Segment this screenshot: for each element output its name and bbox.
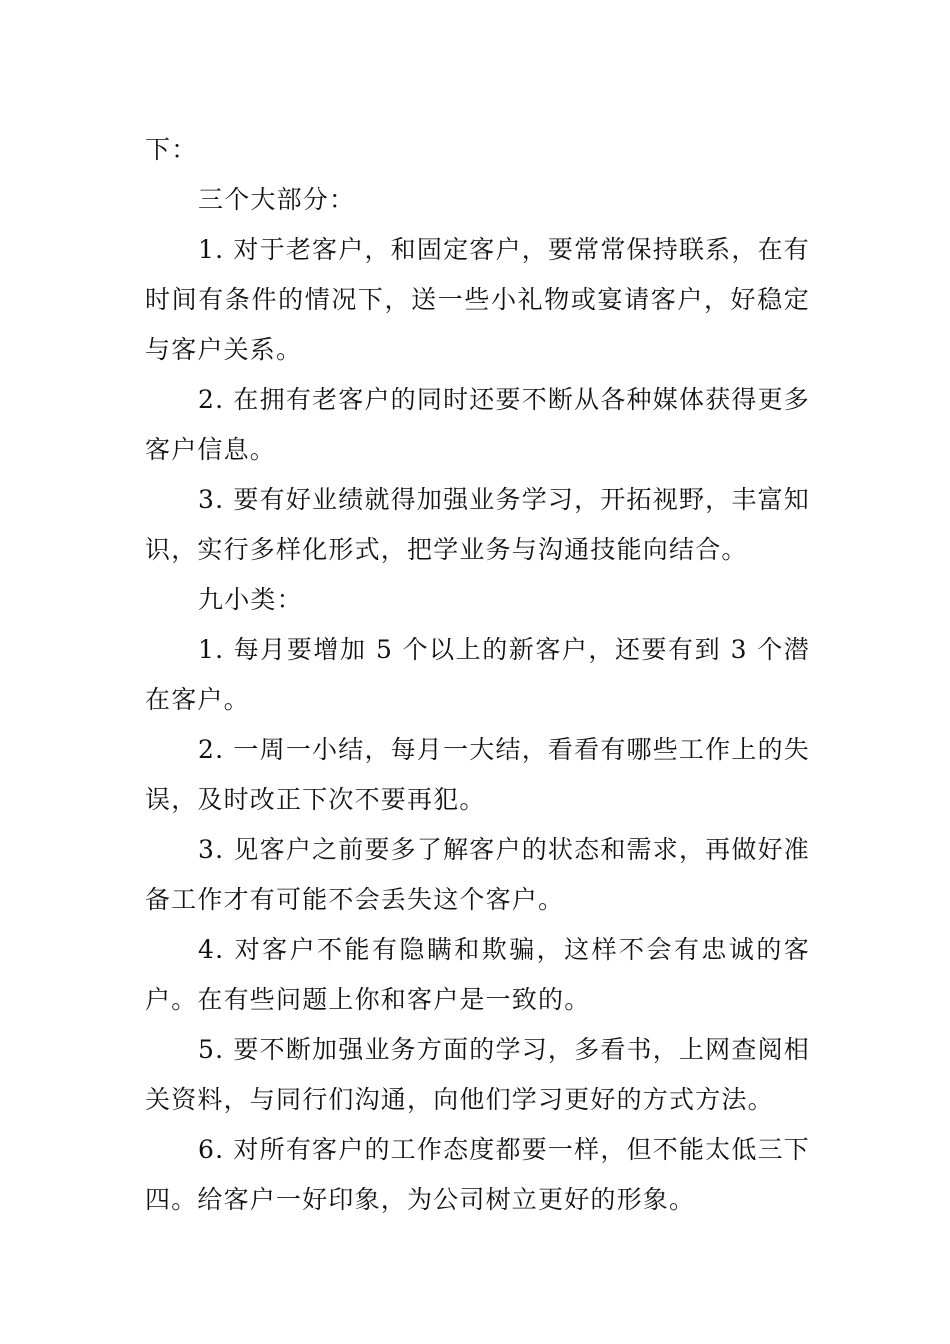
heading-three-parts: 三个大部分： [198,185,356,214]
paragraph-category-6: 6. 对所有客户的工作态度都要一样，但不能太低三下四。给客户一好印象，为公司树立更好的形象。 [145,1135,810,1214]
paragraph-category-5: 5. 要不断加强业务方面的学习，多看书，上网查阅相关资料，与同行们沟通，向他们学习更好的方式方法。 [145,1035,810,1114]
paragraph-category-2: 2. 一周一小结，每月一大结，看看有哪些工作上的失误，及时改正下次不要再犯。 [145,735,810,814]
paragraph-category-4: 4. 对客户不能有隐瞒和欺骗，这样不会有忠诚的客户。在有些问题上你和客户是一致的。 [145,935,810,1014]
document-body [145,125,810,1225]
paragraph-category-1: 1. 每月要增加 5 个以上的新客户，还要有到 3 个潜在客户。 [145,635,810,714]
paragraph-category-3: 3. 见客户之前要多了解客户的状态和需求，再做好准备工作才有可能不会丢失这个客户。 [145,835,810,914]
paragraph-part-2: 2. 在拥有老客户的同时还要不断从各种媒体获得更多客户信息。 [145,385,810,464]
paragraph-continuation: 下： [145,135,198,164]
heading-nine-categories: 九小类： [198,585,303,614]
paragraph-part-1: 1. 对于老客户，和固定客户，要常常保持联系，在有时间有条件的情况下，送一些小礼物或宴请客户，好稳定与客户关系。 [145,235,810,364]
paragraph-part-3: 3. 要有好业绩就得加强业务学习，开拓视野，丰富知识，实行多样化形式，把学业务与沟通技能向结合。 [145,485,810,564]
